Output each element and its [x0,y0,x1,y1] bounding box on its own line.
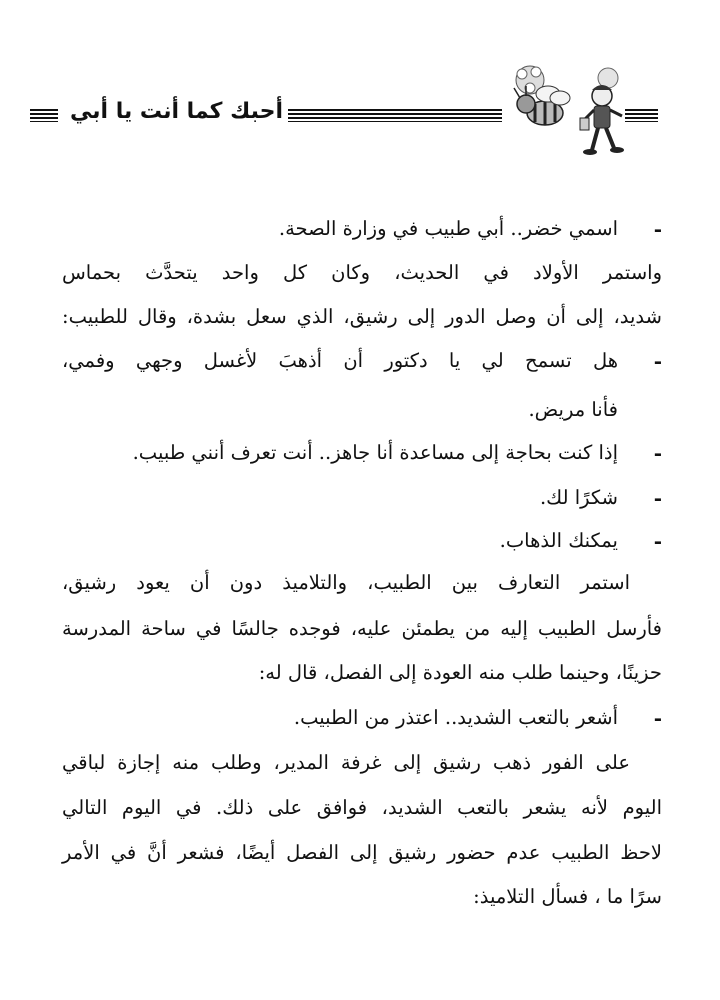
text-line: أشعر بالتعب الشديد.. اعتذر من الطبيب. [293,706,618,729]
text-line: فأنا مريض. [528,398,618,421]
text-line: إذا كنت بحاجة إلى مساعدة أنا جاهز.. أنت تعرف أنني طبيب. [132,441,618,464]
text-line: شديد، إلى أن وصل الدور إلى رشيق، الذي سعل بشدة، وقال للطبيب: [62,305,662,328]
text-line: واستمر الأولاد في الحديث، وكان كل واحد يتحدَّث بحماس [62,261,662,284]
text-line: شكرًا لك. [539,486,618,509]
text-line: استمر التعارف بين الطبيب، والتلاميذ دون أن يعود رشيق، [62,571,630,594]
bullet-dash: - [653,529,662,553]
bullet-dash: - [653,441,662,465]
bullet-dash: - [653,706,662,730]
text-line: حزينًا، وحينما طلب منه العودة إلى الفصل، قال له: [258,661,662,684]
text-line: على الفور ذهب رشيق إلى غرفة المدير، وطلب منه إجازة لباقي [62,751,630,774]
bullet-dash: - [653,349,662,373]
text-line: فأرسل الطبيب إليه من يطمئن عليه، فوجده جالسًا في ساحة المدرسة [62,617,662,640]
bullet-dash: - [653,486,662,510]
text-line: هل تسمح لي يا دكتور أن أذهبَ لأغسل وجهي وفمي، [62,349,618,372]
chapter-header [0,0,720,165]
bee-and-boy-illustration [500,58,650,163]
text-line: لاحظ الطبيب عدم حضور رشيق إلى الفصل أيضًا، فشعر أنَّ في الأمر [62,841,662,864]
text-line: اسمي خضر.. أبي طبيب في وزارة الصحة. [278,217,618,240]
text-line: يمكنك الذهاب. [499,529,618,552]
header-rule-left [30,109,58,122]
bullet-dash: - [653,217,662,241]
text-line: سرًا ما ، فسأل التلاميذ: [473,885,662,908]
chapter-title: أحبك كما أنت يا أبي [70,99,283,124]
header-rule-middle [288,109,502,122]
text-line: اليوم لأنه يشعر بالتعب الشديد، فوافق على ذلك. في اليوم التالي [62,796,662,819]
